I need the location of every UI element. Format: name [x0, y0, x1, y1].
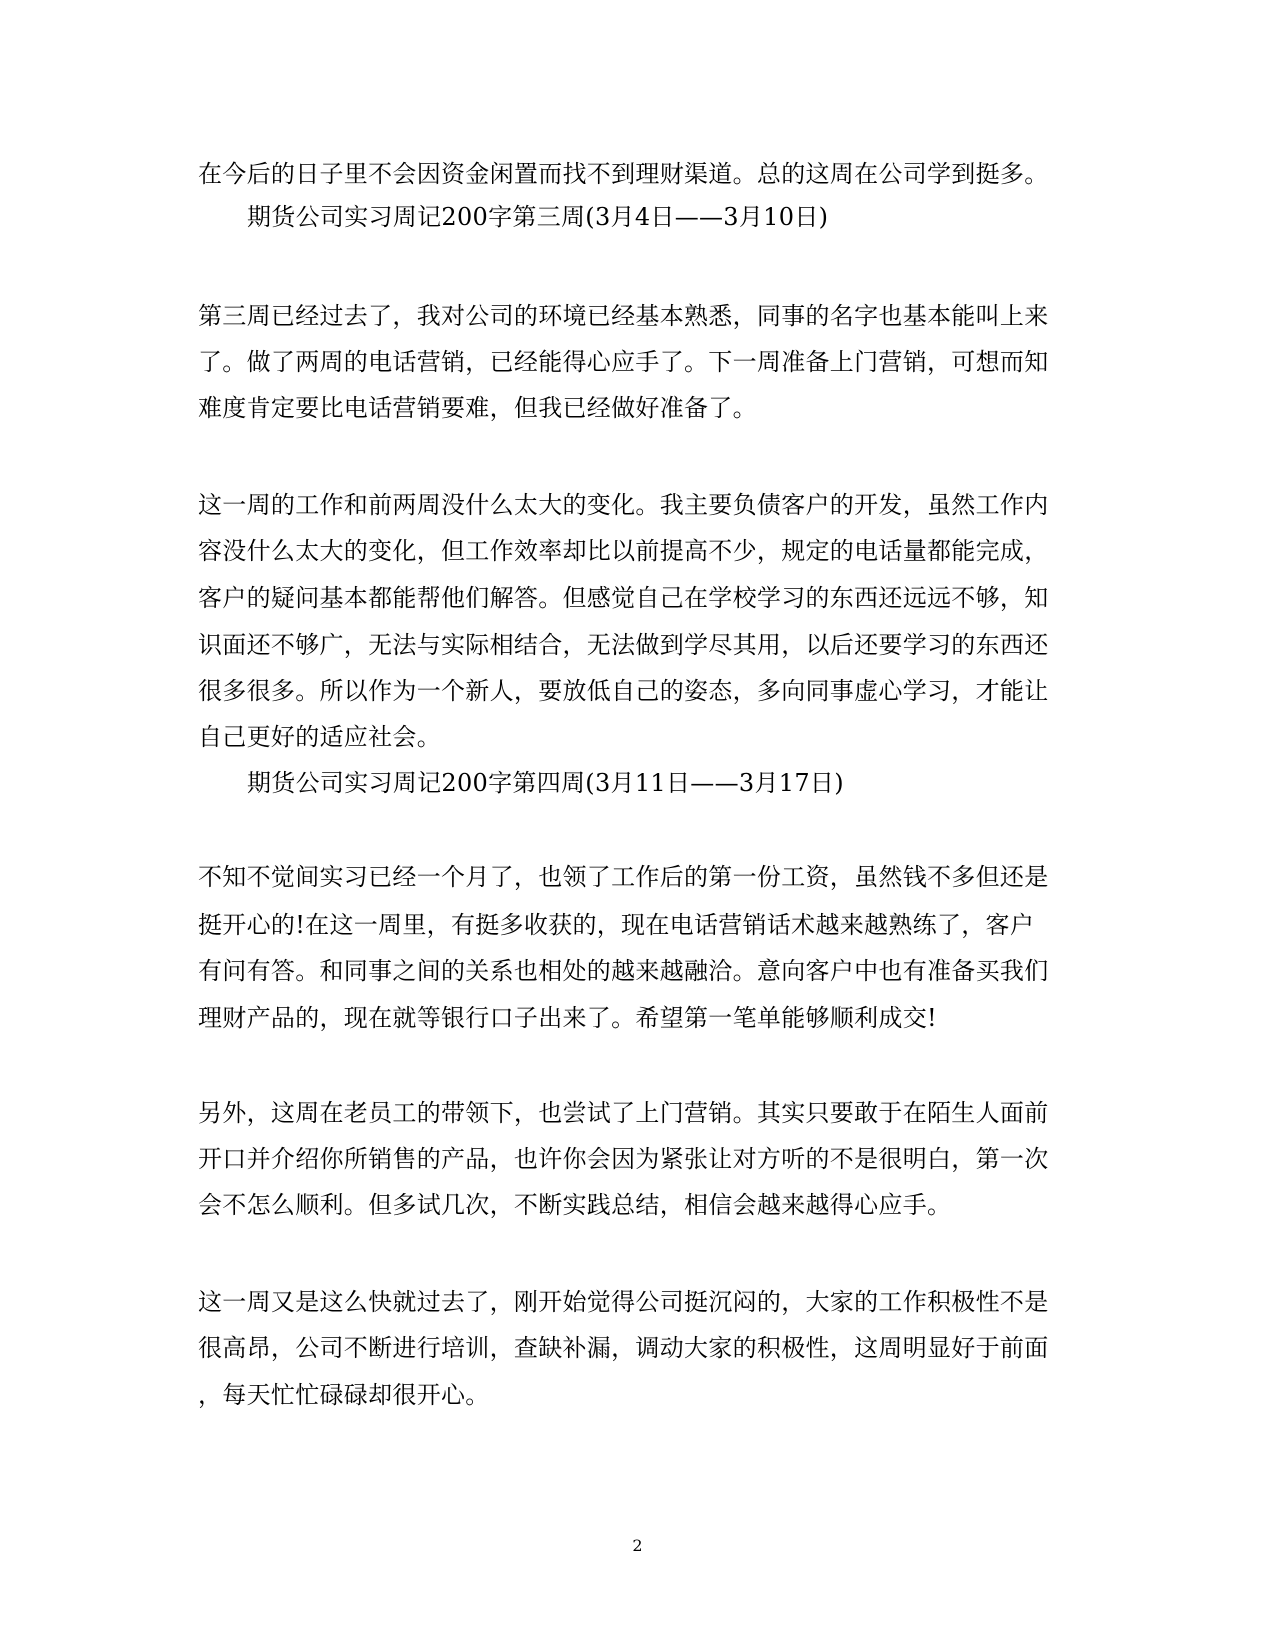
paragraph-line: 不知不觉间实习已经一个月了，也领了工作后的第一份工资，虽然钱不多但还是	[198, 863, 1049, 891]
paragraph-line: 自己更好的适应社会。	[198, 723, 441, 751]
paragraph-line: 会不怎么顺利。但多试几次，不断实践总结，相信会越来越得心应手。	[198, 1191, 952, 1219]
paragraph-line: 识面还不够广，无法与实际相结合，无法做到学尽其用，以后还要学习的东西还	[198, 631, 1049, 659]
paragraph-line: 另外，这周在老员工的带领下，也尝试了上门营销。其实只要敢于在陌生人面前	[198, 1099, 1049, 1127]
paragraph-line: 很多很多。所以作为一个新人，要放低自己的姿态，多向同事虚心学习，才能让	[198, 677, 1049, 705]
section-heading-week4: 期货公司实习周记200字第四周(3月11日——3月17日)	[247, 769, 844, 797]
paragraph-line: 了。做了两周的电话营销，已经能得心应手了。下一周准备上门营销，可想而知	[198, 348, 1049, 376]
paragraph-line: 第三周已经过去了，我对公司的环境已经基本熟悉，同事的名字也基本能叫上来	[198, 302, 1049, 330]
paragraph-line: 这一周又是这么快就过去了，刚开始觉得公司挺沉闷的，大家的工作积极性不是	[198, 1288, 1049, 1316]
paragraph-line: 开口并介绍你所销售的产品，也许你会因为紧张让对方听的不是很明白，第一次	[198, 1145, 1049, 1173]
paragraph-line: 挺开心的!在这一周里，有挺多收获的，现在电话营销话术越来越熟练了，客户	[198, 911, 1035, 939]
page-number: 2	[632, 1536, 643, 1555]
paragraph-line: 在今后的日子里不会因资金闲置而找不到理财渠道。总的这周在公司学到挺多。	[198, 160, 1049, 188]
paragraph-line: ，每天忙忙碌碌却很开心。	[198, 1381, 490, 1409]
paragraph-line: 这一周的工作和前两周没什么太大的变化。我主要负债客户的开发，虽然工作内	[198, 491, 1049, 519]
paragraph-line: 容没什么太大的变化，但工作效率却比以前提高不少，规定的电话量都能完成，	[198, 537, 1049, 565]
paragraph-line: 很高昂，公司不断进行培训，查缺补漏，调动大家的积极性，这周明显好于前面	[198, 1334, 1049, 1362]
paragraph-line: 有问有答。和同事之间的关系也相处的越来越融洽。意向客户中也有准备买我们	[198, 957, 1049, 985]
paragraph-line: 理财产品的，现在就等银行口子出来了。希望第一笔单能够顺利成交!	[198, 1004, 937, 1032]
section-heading-week3: 期货公司实习周记200字第三周(3月4日——3月10日)	[247, 203, 829, 231]
paragraph-line: 客户的疑问基本都能帮他们解答。但感觉自己在学校学习的东西还远远不够，知	[198, 584, 1049, 612]
paragraph-line: 难度肯定要比电话营销要难，但我已经做好准备了。	[198, 394, 757, 422]
